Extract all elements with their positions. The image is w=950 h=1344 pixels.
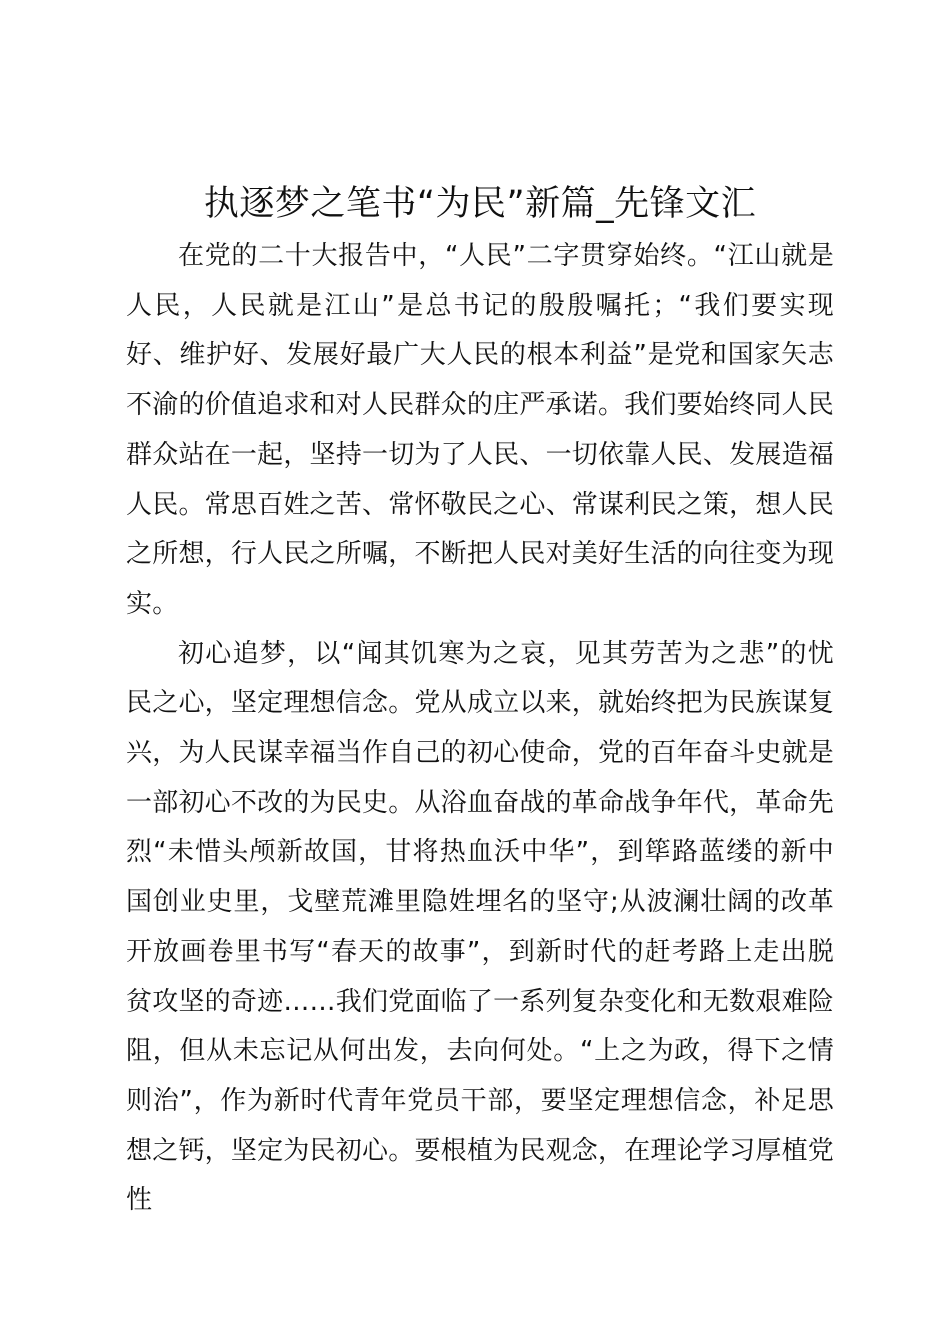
paragraph-2: 初心追梦，以“闻其饥寒为之哀，见其劳苦为之悲”的忧民之心，坚定理想信念。党从成立以来，就始终把为民族谋复兴，为人民谋幸福当作自己的初心使命，党的百年奋斗史就是一部初心不改的为民史。从浴血奋战的革命战争年代，革命先烈“未惜头颅新故国，甘将热血沃中华”，到筚路蓝缕的新中国创业史里，戈壁荒滩里隐姓埋名的坚守;从波澜壮阔的改革开放画卷里书写“春天的故事”，到新时代的赶考路上走出脱贫攻坚的奇迹……我们党面临了一系列复杂变化和无数艰难险阻，但从未忘记从何出发，去向何处。“上之为政，得下之情则治”，作为新时代青年党员干部，要坚定理想信念，补足思想之钙，坚定为民初心。要根植为民观念，在理论学习厚植党性 <box>126 638 834 1216</box>
document-title: 执逐梦之笔书“为民”新篇_先锋文汇 <box>203 184 757 224</box>
document-body <box>126 176 834 1226</box>
paragraph-1: 在党的二十大报告中，“人民”二字贯穿始终。“江山就是人民，人民就是江山”是总书记的殷殷嘱托；“我们要实现好、维护好、发展好最广大人民的根本利益”是党和国家矢志不渝的价值追求和对人民群众的庄严承诺。我们要始终同人民群众站在一起，坚持一切为了人民、一切依靠人民、发展造福人民。常思百姓之苦、常怀敬民之心、常谋利民之策，想人民之所想，行人民之所嘱，不断把人民对美好生活的向往变为现实。 <box>126 241 834 619</box>
